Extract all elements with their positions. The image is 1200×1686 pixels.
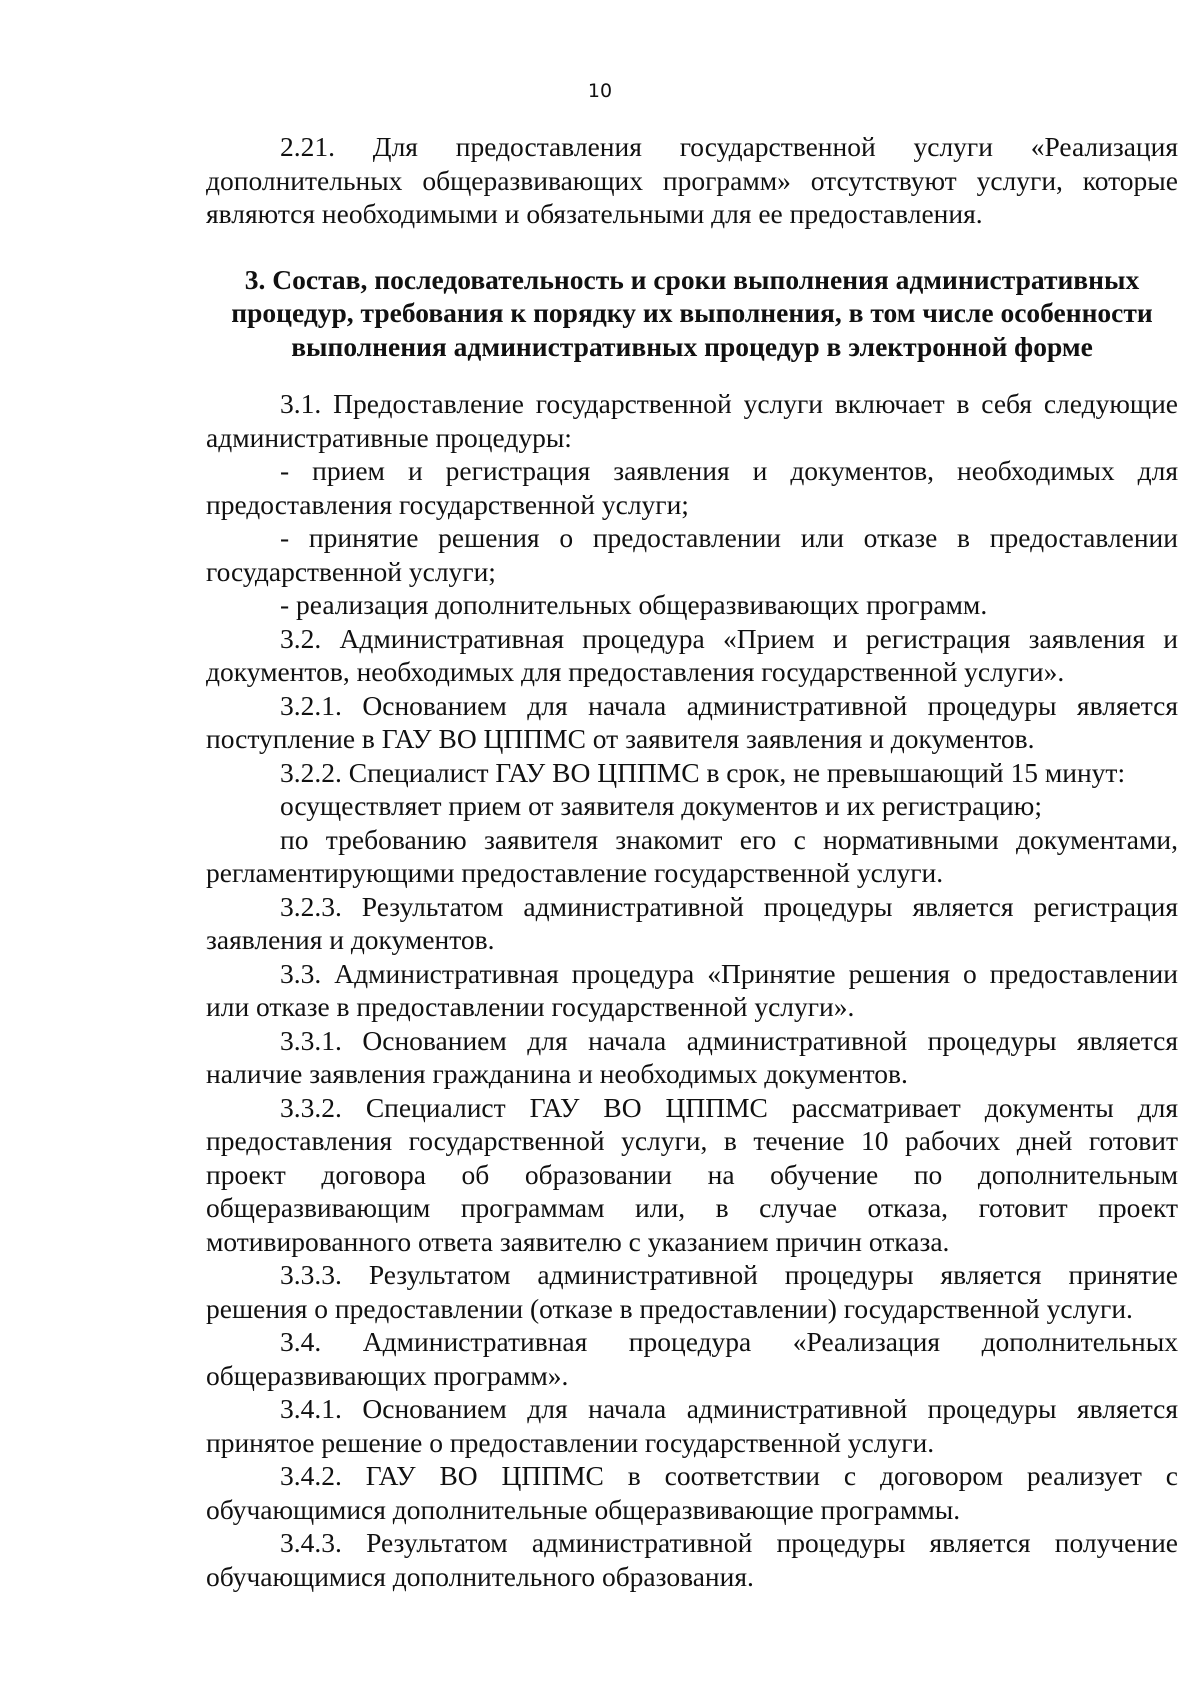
page-number: 10 bbox=[587, 80, 613, 102]
section-heading-line: выполнения административных процедур в электронной форме bbox=[291, 330, 1093, 362]
paragraph-3-2: 3.2. Административная процедура «Прием и регистрация заявления и документов, необходимых для предоставления государственной услуги». bbox=[206, 622, 1178, 687]
section-heading bbox=[206, 263, 1178, 364]
paragraph-3-4-1: 3.4.1. Основанием для начала административной процедуры является принятое решение о предоставлении государственной услуги. bbox=[206, 1393, 1178, 1458]
paragraph-3-4-2: 3.4.2. ГАУ ВО ЦППМС в соответствии с договором реализует с обучающимися дополнительные общеразвивающие программы. bbox=[206, 1460, 1178, 1525]
paragraph-3-1: 3.1. Предоставление государственной услуги включает в себя следующие административные процедуры: bbox=[206, 388, 1178, 453]
paragraph-3-2-1: 3.2.1. Основанием для начала административной процедуры является поступление в ГАУ ВО ЦППМС от заявителя заявления и документов. bbox=[206, 689, 1178, 754]
paragraph-3-4-3: 3.4.3. Результатом административной процедуры является получение обучающимися дополнительного образования. bbox=[206, 1527, 1178, 1592]
paragraph-3-3-3: 3.3.3. Результатом административной процедуры является принятие решения о предоставлении (отказе в предоставлении) государственной услуги. bbox=[206, 1259, 1178, 1324]
list-item: - прием и регистрация заявления и документов, необходимых для предоставления государственной услуги; bbox=[206, 455, 1178, 520]
paragraph-3-3-1: 3.3.1. Основанием для начала административной процедуры является наличие заявления гражданина и необходимых документов. bbox=[206, 1024, 1178, 1089]
paragraph-2-21: 2.21. Для предоставления государственной услуги «Реализация дополнительных общеразвивающих программ» отсутствуют услуги, которые являются необходимыми и обязательными для ее предоставления. bbox=[206, 131, 1178, 229]
list-item: - принятие решения о предоставлении или отказе в предоставлении государственной услуги; bbox=[206, 522, 1178, 587]
paragraph-3-3: 3.3. Административная процедура «Принятие решения о предоставлении или отказе в предоставлении государственной услуги». bbox=[206, 957, 1178, 1022]
list-item: - реализация дополнительных общеразвивающих программ. bbox=[280, 589, 988, 620]
paragraph-3-2-3: 3.2.3. Результатом административной процедуры является регистрация заявления и документов. bbox=[206, 890, 1178, 955]
paragraph-3-2-2-item: по требованию заявителя знакомит его с нормативными документами, регламентирующими предоставление государственной услуги. bbox=[206, 823, 1178, 888]
section-heading-line: 3. Состав, последовательность и сроки выполнения административных bbox=[244, 263, 1140, 295]
paragraph-3-3-2: 3.3.2. Специалист ГАУ ВО ЦППМС рассматривает документы для предоставления государственной услуги, в течение 10 рабочих дней готовит проект договора об образовании на обучение по дополнительным общеразвивающим программам или, в случае отказа, готовит проект мотивированного ответа заявителю с указанием причин отказа. bbox=[206, 1091, 1178, 1257]
paragraph-3-2-2-item: осуществляет прием от заявителя документов и их регистрацию; bbox=[280, 790, 1042, 821]
paragraph-3-4: 3.4. Административная процедура «Реализация дополнительных общеразвивающих программ». bbox=[206, 1326, 1178, 1391]
document-body bbox=[206, 130, 1178, 1593]
section-heading-line: процедур, требования к порядку их выполнения, в том числе особенности bbox=[231, 297, 1153, 328]
paragraph-3-2-2: 3.2.2. Специалист ГАУ ВО ЦППМС в срок, не превышающий 15 минут: bbox=[280, 756, 1126, 788]
